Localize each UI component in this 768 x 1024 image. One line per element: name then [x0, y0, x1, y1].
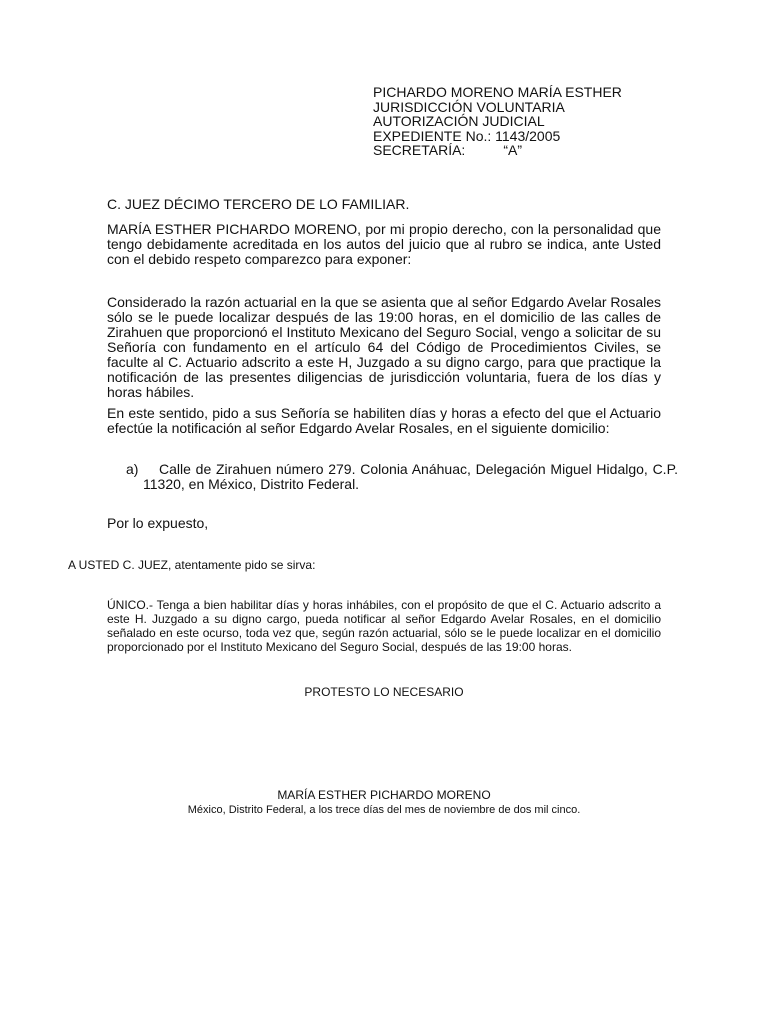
list-marker: a)	[126, 461, 139, 477]
case-type: JURISDICCIÓN VOLUNTARIA	[373, 98, 565, 115]
case-subject: AUTORIZACIÓN JUDICIAL	[373, 113, 545, 129]
petition-line: A USTED C. JUEZ, atentamente pido se sirva:	[68, 558, 316, 572]
secretary-value: “A”	[503, 142, 522, 158]
reasoning-paragraph: Considerado la razón actuarial en la que se asienta que al señor Edgardo Avelar Rosales sólo se le puede localizar después de las 19:00 horas, en el domicilio de las calles de Zirahuen que proporcionó el Instituto Mexicano del Seguro Social, vengo a solicitar de su Señoría con fundamento en el artículo 64 del Código de Procedimientos Civiles, se faculte al C. Actuario adscrito a este H, Juzgado a su digno cargo, para que practique la notificación de las presentes diligencias de jurisdicción voluntaria, fuera de los días y horas hábiles.	[107, 294, 661, 400]
signer-name: MARÍA ESTHER PICHARDO MORENO	[277, 788, 491, 802]
case-secretary	[373, 143, 622, 158]
secretary-label: SECRETARÍA:	[373, 142, 466, 158]
intro-paragraph: MARÍA ESTHER PICHARDO MORENO, por mi propio derecho, con la personalidad que tengo debidamente acreditada en los autos del juicio que al rubro se indica, ante Usted con el debido respeto comparezco para exponer:	[107, 221, 661, 267]
case-header	[373, 85, 622, 158]
request-paragraph: En este sentido, pido a sus Señoría se habiliten días y horas a efecto del que el Actuario efectúe la notificación al señor Edgardo Avelar Rosales, en el siguiente domicilio:	[107, 405, 661, 436]
case-file-number: EXPEDIENTE No.: 1143/2005	[373, 127, 561, 144]
unico-paragraph: ÚNICO.- Tenga a bien habilitar días y horas inhábiles, con el propósito de que el C. Actuario adscrito a este H. Juzgado a su digno cargo, pueda notificar al señor Edgardo Avelar Rosales, en el domicilio señalado en este ocurso, toda vez que, según razón actuarial, sólo se le puede localizar en el domicilio proporcionado por el Instituto Mexicano del Seguro Social, después de las 19:00 horas.	[107, 598, 661, 654]
closing-phrase: Por lo expuesto,	[107, 515, 209, 531]
place-date: México, Distrito Federal, a los trece días del mes de noviembre de dos mil cinco.	[187, 804, 581, 816]
address-list-item	[126, 462, 678, 492]
protesto-line: PROTESTO LO NECESARIO	[304, 685, 464, 699]
address-text: Calle de Zirahuen número 279. Colonia Anáhuac, Delegación Miguel Hidalgo, C.P. 11320, en México, Distrito Federal.	[143, 461, 678, 492]
case-party: PICHARDO MORENO MARÍA ESTHER	[373, 84, 622, 100]
addressee: C. JUEZ DÉCIMO TERCERO DE LO FAMILIAR.	[107, 196, 410, 212]
